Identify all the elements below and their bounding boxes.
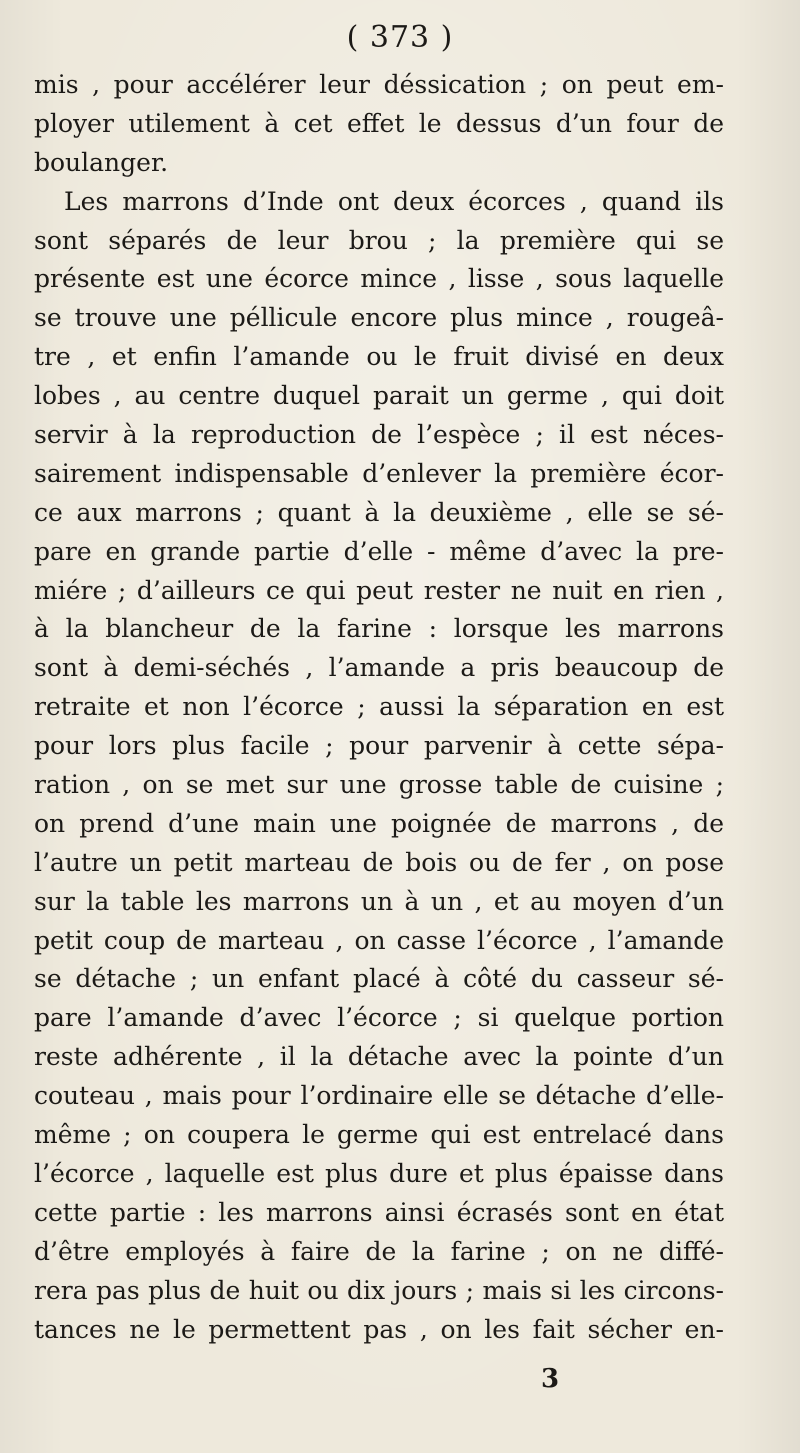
text-line: petit coup de marteau , on casse l’écorce , l’amande <box>34 925 724 955</box>
text-line: sont séparés de leur brou ; la première qui se <box>34 225 724 255</box>
text-line: servir à la reproduction de l’espèce ; il est néces- <box>34 420 724 450</box>
text-line: ration , on se met sur une grosse table de cuisine ; <box>34 770 724 800</box>
text-line: lobes , au centre duquel parait un germe , qui doit <box>34 381 724 411</box>
text-line: sont à demi-séchés , l’amande a pris beaucoup de <box>34 653 724 683</box>
text-line: Les marrons d’Inde ont deux écorces , quand ils <box>64 186 724 216</box>
text-line: ployer utilement à cet effet le dessus d’un four de <box>34 108 724 138</box>
text-line: même ; on coupera le germe qui est entrelacé dans <box>34 1120 724 1150</box>
text-line: sur la table les marrons un à un , et au moyen d’un <box>34 886 724 916</box>
text-line: pour lors plus facile ; pour parvenir à cette sépa- <box>34 731 724 761</box>
text-line: à la blancheur de la farine : lorsque les marrons <box>34 614 724 644</box>
text-line: miére ; d’ailleurs ce qui peut rester ne nuit en rien , <box>34 575 724 605</box>
text-line: présente est une écorce mince , lisse , sous laquelle <box>34 264 724 294</box>
text-line: tances ne le permettent pas , on les fait sécher en- <box>34 1314 724 1344</box>
text-line: ce aux marrons ; quant à la deuxième , elle se sé- <box>34 497 724 527</box>
text-line: l’autre un petit marteau de bois ou de fer , on pose <box>34 847 724 877</box>
text-line: boulanger. <box>34 147 169 177</box>
text-line: se trouve une péllicule encore plus mince , rougeâ- <box>34 303 724 333</box>
text-line: pare en grande partie d’elle - même d’avec la pre- <box>34 536 724 566</box>
text-line: on prend d’une main une poignée de marrons , de <box>34 808 724 838</box>
text-line: tre , et enfin l’amande ou le fruit divisé en deux <box>34 342 724 372</box>
printer-signature-mark: 3 <box>540 1364 560 1394</box>
body-text <box>34 66 724 1349</box>
text-line: mis , pour accélérer leur déssication ; on peut em- <box>34 70 724 99</box>
text-line: pare l’amande d’avec l’écorce ; si quelque portion <box>34 1003 724 1033</box>
text-line: reste adhérente , il la détache avec la pointe d’un <box>34 1042 724 1072</box>
page-number: ( 373 ) <box>346 20 454 55</box>
text-line: rera pas plus de huit ou dix jours ; mais si les circons- <box>34 1275 724 1305</box>
text-line: sairement indispensable d’enlever la première écor- <box>34 458 724 488</box>
text-line: cette partie : les marrons ainsi écrasés sont en état <box>34 1197 724 1227</box>
text-line: couteau , mais pour l’ordinaire elle se détache d’elle- <box>34 1081 724 1111</box>
text-line: d’être employés à faire de la farine ; on ne diffé- <box>34 1236 724 1266</box>
text-line: retraite et non l’écorce ; aussi la séparation en est <box>34 692 724 722</box>
text-line: l’écorce , laquelle est plus dure et plus épaisse dans <box>34 1158 724 1188</box>
text-line: se détache ; un enfant placé à côté du casseur sé- <box>34 964 724 994</box>
